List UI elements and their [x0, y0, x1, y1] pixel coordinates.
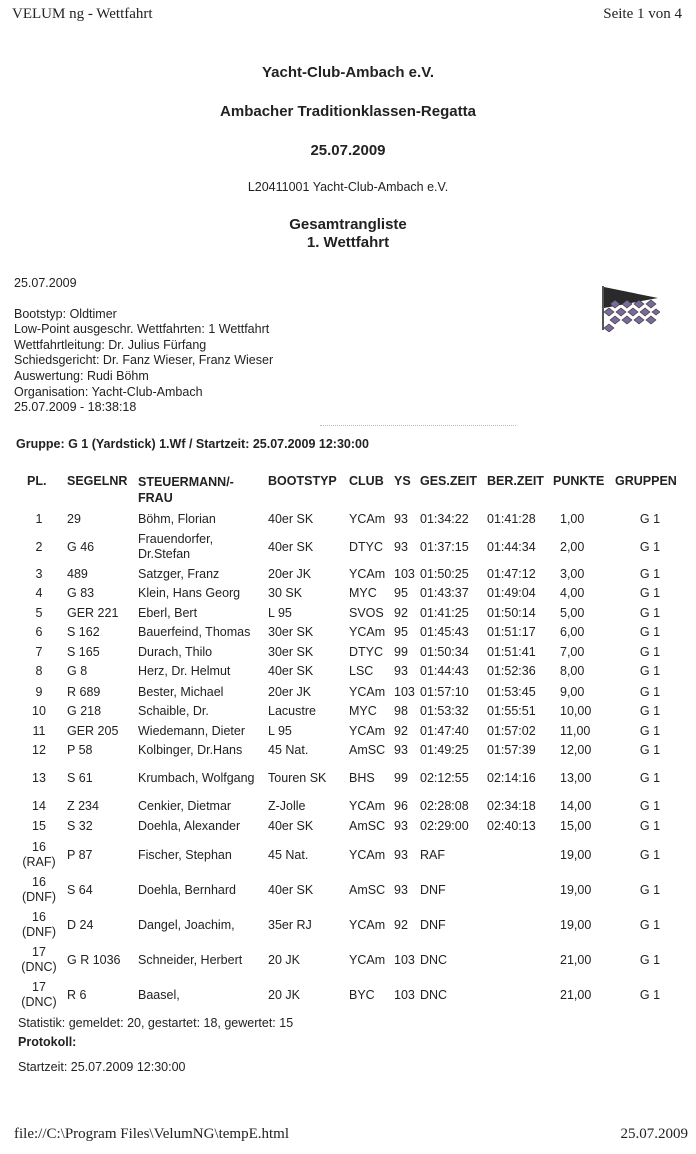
cell-berzeit: 01:52:36: [487, 664, 536, 678]
cell-geszeit: 01:47:40: [420, 724, 469, 738]
regatta-code: L20411001 Yacht-Club-Ambach e.V.: [247, 180, 449, 194]
cell-ys: 93: [394, 743, 408, 757]
cell-bootstyp: L 95: [268, 606, 292, 620]
cell-pl: 6: [35, 625, 43, 639]
cell-segelnr: S 61: [67, 771, 93, 785]
cell-steuermann: Herz, Dr. Helmut: [138, 664, 231, 678]
cell-segelnr: R 6: [67, 987, 87, 1002]
col-header-segelnr: SEGELNR: [67, 474, 128, 488]
group-heading: Gruppe: G 1 (Yardstick) 1.Wf / Startzeit: 25.07.2009 12:30:00: [16, 437, 369, 451]
cell-bootstyp: 40er SK: [268, 882, 314, 897]
cell-berzeit: [487, 873, 551, 907]
cell-segelnr: G 218: [67, 704, 102, 718]
cell-ys: 92: [394, 606, 408, 620]
cell-punkte: 12,00: [560, 743, 592, 757]
cell-punkte: 7,00: [560, 645, 585, 659]
cell-berzeit: 02:34:18: [487, 799, 536, 813]
cell-steuermann: Cenkier, Dietmar: [138, 799, 232, 813]
cell-club: DTYC: [349, 539, 384, 554]
cell-bootstyp: 20er JK: [268, 685, 312, 699]
regatta-date: 25.07.2009: [310, 142, 386, 159]
cell-steuermann: Bester, Michael: [138, 685, 224, 699]
cell-steuermann: Kolbinger, Dr.Hans: [138, 743, 243, 757]
cell-pl: 15: [32, 819, 46, 833]
browser-header-page: Seite 1 von 4: [603, 6, 682, 22]
cell-segelnr: D 24: [67, 917, 94, 932]
cell-steuermann: Baasel,: [138, 987, 180, 1002]
cell-geszeit: 01:37:15: [420, 539, 469, 554]
cell-club: YCAm: [349, 799, 386, 813]
cell-punkte: 21,00: [560, 987, 592, 1002]
cell-segelnr: R 689: [67, 685, 101, 699]
cell-ys: 95: [394, 625, 408, 639]
cell-ys: 93: [394, 512, 408, 526]
col-header-steuermann: STEUERMANN/-FRAU: [138, 475, 234, 505]
cell-club: BYC: [349, 987, 375, 1002]
cell-punkte: 9,00: [560, 685, 585, 699]
browser-footer-path: file://C:\Program Files\VelumNG\tempE.html: [14, 1126, 289, 1142]
col-header-pl: PL.: [27, 474, 47, 488]
cell-segelnr: G R 1036: [67, 952, 121, 967]
cell-punkte: 19,00: [560, 882, 592, 897]
cell-geszeit: 01:53:32: [420, 704, 469, 718]
cell-berzeit: 01:49:04: [487, 586, 536, 600]
col-header-punkte: PUNKTE: [553, 474, 605, 488]
cell-punkte: 19,00: [560, 917, 592, 932]
cell-club: DTYC: [349, 645, 384, 659]
cell-ys: 92: [394, 724, 408, 738]
cell-steuermann: Schneider, Herbert: [138, 952, 243, 967]
cell-gruppen: G 1: [639, 685, 661, 699]
cell-bootstyp: 40er SK: [268, 664, 314, 678]
cell-club: AmSC: [349, 882, 386, 897]
cell-ys: 103: [394, 567, 415, 581]
browser-footer-date: 25.07.2009: [620, 1126, 688, 1142]
cell-segelnr: S 32: [67, 819, 93, 833]
club-flag-logo: [600, 284, 660, 337]
cell-steuermann: Fischer, Stephan: [138, 847, 232, 862]
cell-segelnr: G 46: [67, 539, 95, 554]
cell-gruppen: G 1: [639, 704, 661, 718]
cell-bootstyp: 30er SK: [268, 645, 314, 659]
cell-ys: 93: [394, 539, 408, 554]
cell-segelnr: S 162: [67, 625, 100, 639]
cell-gruppen: G 1: [639, 645, 661, 659]
cell-gruppen: G 1: [639, 819, 661, 833]
cell-punkte: 8,00: [560, 664, 585, 678]
cell-pl: 1: [35, 512, 43, 526]
cell-bootstyp: 40er SK: [268, 819, 314, 833]
cell-club: YCAm: [349, 512, 386, 526]
info-line: Wettfahrtleitung: Dr. Julius Fürfang: [14, 338, 207, 352]
cell-gruppen: G 1: [639, 539, 661, 554]
cell-segelnr: Z 234: [67, 799, 99, 813]
cell-pl: 2: [35, 539, 43, 554]
cell-bootstyp: Lacustre: [268, 704, 316, 718]
cell-punkte: 5,00: [560, 606, 585, 620]
cell-steuermann: Schaible, Dr.: [138, 704, 209, 718]
list-title-line-1: Gesamtrangliste: [289, 216, 407, 233]
cell-gruppen: G 1: [639, 664, 661, 678]
cell-punkte: 19,00: [560, 847, 592, 862]
info-date: 25.07.2009: [14, 276, 77, 290]
col-header-gruppen: GRUPPEN: [615, 474, 677, 488]
cell-ys: 103: [394, 952, 415, 967]
cell-pl: 13: [32, 771, 46, 785]
info-line: 25.07.2009 - 18:38:18: [14, 400, 137, 414]
cell-pl: 10: [32, 704, 46, 718]
cell-gruppen: G 1: [639, 987, 661, 1002]
cell-bootstyp: 45 Nat.: [268, 743, 309, 757]
cell-club: BHS: [349, 771, 375, 785]
cell-gruppen: G 1: [639, 882, 661, 897]
cell-pl: 8: [35, 664, 43, 678]
cell-geszeit: 01:43:37: [420, 586, 469, 600]
info-line: Low-Point ausgeschr. Wettfahrten: 1 Wettfahrt: [14, 322, 270, 336]
cell-segelnr: 29: [67, 512, 81, 526]
cell-pl: 9: [35, 685, 43, 699]
cell-club: YCAm: [349, 685, 386, 699]
cell-geszeit: DNC: [420, 952, 448, 967]
cell-berzeit: 01:57:02: [487, 724, 536, 738]
cell-geszeit: 01:41:25: [420, 606, 469, 620]
cell-geszeit: 01:50:34: [420, 645, 469, 659]
cell-bootstyp: 30 SK: [268, 586, 303, 600]
cell-geszeit: 01:45:43: [420, 625, 469, 639]
cell-club: SVOS: [349, 606, 384, 620]
cell-berzeit: 01:44:34: [487, 539, 536, 554]
cell-steuermann: Krumbach, Wolfgang: [138, 771, 255, 785]
cell-berzeit: [487, 838, 551, 872]
cell-club: AmSC: [349, 819, 386, 833]
cell-ys: 99: [394, 645, 408, 659]
cell-pl: 16 (DNF): [21, 875, 56, 904]
cell-bootstyp: 45 Nat.: [268, 847, 309, 862]
cell-gruppen: G 1: [639, 625, 661, 639]
cell-punkte: 6,00: [560, 625, 585, 639]
statistics-line: Statistik: gemeldet: 20, gestartet: 18, gewertet: 15: [18, 1016, 294, 1030]
col-header-berzeit: BER.ZEIT: [487, 474, 544, 488]
cell-gruppen: G 1: [639, 586, 661, 600]
cell-geszeit: 02:29:00: [420, 819, 469, 833]
cell-bootstyp: 20 JK: [268, 952, 300, 967]
cell-gruppen: G 1: [639, 952, 661, 967]
cell-steuermann: Wiedemann, Dieter: [138, 724, 245, 738]
cell-berzeit: [487, 943, 551, 977]
cell-ys: 95: [394, 586, 408, 600]
cell-geszeit: 02:28:08: [420, 799, 469, 813]
cell-club: MYC: [349, 704, 377, 718]
cell-steuermann: Frauendorfer, Dr.Stefan: [138, 532, 214, 561]
cell-geszeit: 01:57:10: [420, 685, 469, 699]
cell-ys: 92: [394, 917, 408, 932]
cell-bootstyp: 35er RJ: [268, 917, 312, 932]
cell-geszeit: 02:12:55: [420, 771, 469, 785]
col-header-club: CLUB: [349, 474, 384, 488]
info-line: Bootstyp: Oldtimer: [14, 307, 117, 321]
cell-club: YCAm: [349, 917, 386, 932]
cell-pl: 3: [35, 567, 43, 581]
cell-berzeit: 01:41:28: [487, 512, 536, 526]
cell-berzeit: 01:53:45: [487, 685, 536, 699]
cell-ys: 99: [394, 771, 408, 785]
cell-pl: 17 (DNC): [21, 980, 57, 1009]
cell-club: AmSC: [349, 743, 386, 757]
cell-geszeit: RAF: [420, 847, 445, 862]
cell-berzeit: 01:50:14: [487, 606, 536, 620]
cell-berzeit: 02:40:13: [487, 819, 536, 833]
cell-segelnr: GER 221: [67, 606, 119, 620]
cell-pl: 17 (DNC): [21, 945, 57, 974]
info-line: Auswertung: Rudi Böhm: [14, 369, 149, 383]
cell-punkte: 14,00: [560, 799, 592, 813]
cell-segelnr: G 83: [67, 586, 95, 600]
cell-gruppen: G 1: [639, 799, 661, 813]
cell-gruppen: G 1: [639, 917, 661, 932]
cell-ys: 96: [394, 799, 408, 813]
cell-berzeit: 01:51:17: [487, 625, 536, 639]
cell-club: YCAm: [349, 847, 386, 862]
cell-ys: 93: [394, 664, 408, 678]
cell-steuermann: Bauerfeind, Thomas: [138, 625, 251, 639]
cell-berzeit: 01:47:12: [487, 567, 536, 581]
cell-punkte: 4,00: [560, 586, 585, 600]
cell-pl: 11: [32, 724, 46, 738]
cell-steuermann: Doehla, Alexander: [138, 819, 241, 833]
cell-geszeit: DNF: [420, 917, 446, 932]
info-line: Schiedsgericht: Dr. Fanz Wieser, Franz Wieser: [14, 353, 274, 367]
cell-punkte: 10,00: [560, 704, 592, 718]
cell-ys: 93: [394, 819, 408, 833]
cell-ys: 98: [394, 704, 408, 718]
cell-gruppen: G 1: [639, 606, 661, 620]
cell-ys: 103: [394, 685, 415, 699]
regatta-title: Ambacher Traditionklassen-Regatta: [220, 103, 476, 120]
cell-pl: 14: [32, 799, 46, 813]
cell-bootstyp: 20 JK: [268, 987, 300, 1002]
cell-segelnr: P 87: [67, 847, 93, 862]
browser-header-title: VELUM ng - Wettfahrt: [12, 6, 153, 22]
cell-bootstyp: L 95: [268, 724, 292, 738]
cell-punkte: 2,00: [560, 539, 585, 554]
col-header-bootstyp: BOOTSTYP: [268, 474, 337, 488]
list-title-line-2: 1. Wettfahrt: [306, 234, 390, 251]
cell-gruppen: G 1: [639, 512, 661, 526]
cell-berzeit: 01:57:39: [487, 743, 536, 757]
list-title: [0, 216, 696, 252]
cell-steuermann: Klein, Hans Georg: [138, 586, 241, 600]
cell-steuermann: Durach, Thilo: [138, 645, 213, 659]
cell-club: YCAm: [349, 952, 386, 967]
cell-segelnr: S 165: [67, 645, 100, 659]
cell-geszeit: 01:49:25: [420, 743, 469, 757]
cell-gruppen: G 1: [639, 724, 661, 738]
protocol-heading: Protokoll:: [18, 1035, 77, 1049]
cell-club: YCAm: [349, 625, 386, 639]
cell-punkte: 21,00: [560, 952, 592, 967]
cell-ys: 93: [394, 882, 408, 897]
cell-punkte: 3,00: [560, 567, 585, 581]
cell-bootstyp: 40er SK: [268, 512, 314, 526]
cell-pl: 5: [35, 606, 43, 620]
cell-club: YCAm: [349, 567, 386, 581]
cell-segelnr: P 58: [67, 743, 93, 757]
cell-gruppen: G 1: [639, 771, 661, 785]
cell-berzeit: 01:51:41: [487, 645, 536, 659]
cell-bootstyp: Touren SK: [268, 771, 327, 785]
cell-pl: 16 (DNF): [21, 910, 56, 939]
cell-berzeit: 02:14:16: [487, 771, 536, 785]
cell-pl: 4: [35, 586, 43, 600]
cell-ys: 103: [394, 987, 415, 1002]
cell-bootstyp: 30er SK: [268, 625, 314, 639]
cell-steuermann: Doehla, Bernhard: [138, 882, 236, 897]
cell-berzeit: 01:55:51: [487, 704, 536, 718]
cell-segelnr: S 64: [67, 882, 93, 897]
info-line: Organisation: Yacht-Club-Ambach: [14, 385, 203, 399]
cell-club: MYC: [349, 586, 377, 600]
cell-ys: 93: [394, 847, 408, 862]
cell-punkte: 11,00: [560, 724, 591, 738]
cell-segelnr: GER 205: [67, 724, 119, 738]
cell-steuermann: Satzger, Franz: [138, 567, 220, 581]
cell-gruppen: G 1: [639, 743, 661, 757]
cell-gruppen: G 1: [639, 567, 661, 581]
cell-geszeit: 01:44:43: [420, 664, 469, 678]
cell-punkte: 1,00: [560, 512, 585, 526]
cell-pl: 7: [35, 645, 43, 659]
cell-bootstyp: 20er JK: [268, 567, 312, 581]
cell-punkte: 15,00: [560, 819, 592, 833]
cell-steuermann: Eberl, Bert: [138, 606, 198, 620]
cell-steuermann: Dangel, Joachim,: [138, 917, 235, 932]
cell-gruppen: G 1: [639, 847, 661, 862]
cell-bootstyp: Z-Jolle: [268, 799, 306, 813]
col-header-geszeit: GES.ZEIT: [420, 474, 477, 488]
cell-pl: 12: [32, 743, 46, 757]
cell-berzeit: [487, 908, 551, 942]
cell-club: LSC: [349, 664, 374, 678]
divider: [320, 425, 516, 426]
cell-pl: 16 (RAF): [22, 840, 56, 869]
cell-segelnr: 489: [67, 567, 88, 581]
start-time-line: Startzeit: 25.07.2009 12:30:00: [18, 1060, 186, 1074]
cell-segelnr: G 8: [67, 664, 88, 678]
cell-punkte: 13,00: [560, 771, 592, 785]
cell-bootstyp: 40er SK: [268, 539, 314, 554]
cell-club: YCAm: [349, 724, 386, 738]
cell-berzeit: [487, 978, 551, 1012]
col-header-ys: YS: [394, 474, 411, 488]
cell-geszeit: DNC: [420, 987, 448, 1002]
cell-geszeit: 01:34:22: [420, 512, 469, 526]
cell-geszeit: DNF: [420, 882, 446, 897]
cell-geszeit: 01:50:25: [420, 567, 469, 581]
club-name: Yacht-Club-Ambach e.V.: [262, 64, 434, 81]
cell-steuermann: Böhm, Florian: [138, 512, 216, 526]
